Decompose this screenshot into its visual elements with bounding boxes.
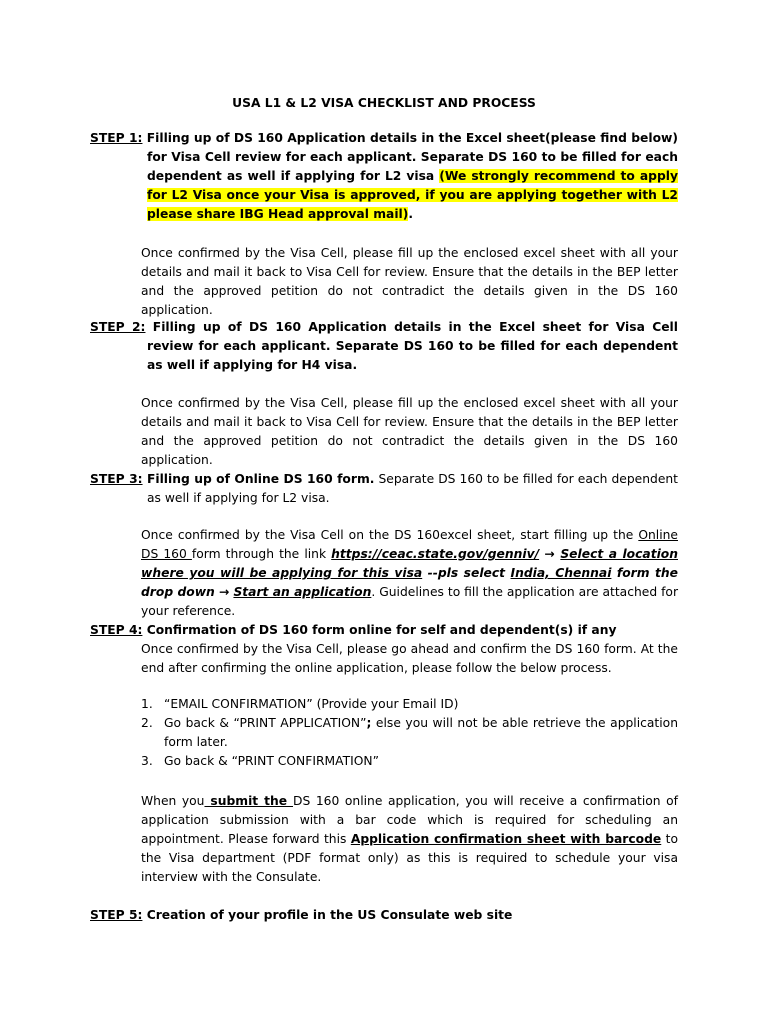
step-4-final-paragraph: When you submit the DS 160 online application, you will receive a confirmation of application submission with a bar code which is required for scheduling an appointment. Please forward this Application confirmation sheet with barcode to the Visa department (PDF format only) as this is required to schedule your visa interview with the Consulate. bbox=[141, 794, 678, 884]
step-4-paragraph: Once confirmed by the Visa Cell, please go ahead and confirm the DS 160 form. At the end after confirming the online application, please follow the below process. bbox=[141, 642, 678, 675]
ceac-url-link[interactable]: https://ceac.state.gov/genniv/ bbox=[331, 547, 540, 561]
step-1-paragraph: Once confirmed by the Visa Cell, please fill up the enclosed excel sheet with all your details and mail it back to Visa Cell for review. Ensure that the details in the BEP letter and the approved petition do not contradict the details given in the DS 160 application. bbox=[141, 246, 678, 317]
step-2-heading: Filling up of DS 160 Application details in the Excel sheet for Visa Cell review for each applicant. Separate DS 160 to be filled for each dependent as well if applying for H4 visa. bbox=[145, 320, 678, 372]
step-2 bbox=[90, 318, 678, 375]
step-4-heading: Confirmation of DS 160 form online for self and dependent(s) if any bbox=[142, 623, 617, 637]
step-2-paragraph: Once confirmed by the Visa Cell, please fill up the enclosed excel sheet with all your details and mail it back to Visa Cell for review. Ensure that the details in the BEP letter and the approved petition do not contradict the details given in the DS 160 application. bbox=[141, 396, 678, 467]
step-1-heading: Filling up of DS 160 Application details in the Excel sheet(please find below) for Visa Cell review for each applicant. Separate DS 160 to be filled for each dependent as well if applying for L2 visa bbox=[142, 131, 679, 183]
step-1-label: STEP 1: bbox=[90, 131, 143, 145]
list-item: 3. Go back & “PRINT CONFIRMATION” bbox=[141, 754, 379, 768]
step-5-label: STEP 5: bbox=[90, 908, 143, 922]
step-1: STEP 1: Filling up of DS 160 Application details in the Excel sheet(please find below) for Visa Cell review for each applicant. Separate DS 160 to be filled for each dependent as well if applying for L2 visa (We strongly recommend to apply for L2 Visa once your Visa is approved, if you are applying together with L2 please share IBG Head approval mail). bbox=[90, 131, 679, 221]
step-4-label: STEP 4: bbox=[90, 623, 143, 637]
confirmation-sheet-text: Application confirmation sheet with barcode bbox=[350, 832, 662, 846]
step-4 bbox=[90, 621, 678, 640]
step-1-highlight: (We strongly recommend to apply for L2 Visa once your Visa is approved, if you are applying together with L2 please share IBG Head approval mail) bbox=[147, 169, 678, 221]
list-item: 2. Go back & “PRINT APPLICATION”; else you will not be able retrieve the application form later. bbox=[141, 716, 678, 749]
online-ds160-link: Online DS 160 bbox=[141, 528, 678, 561]
step-5 bbox=[90, 906, 678, 925]
list-item: 1. “EMAIL CONFIRMATION” (Provide your Email ID) bbox=[141, 697, 459, 711]
step-3-paragraph: Once confirmed by the Visa Cell on the DS 160excel sheet, start filling up the Online DS 160 form through the link https://ceac.state.gov/genniv/ → Select a location where you will be applying for this visa --pls select India, Chennai form the drop down → Start an application. Guidelines to fill the application are attached for your reference. bbox=[141, 528, 678, 618]
arrow-icon: → bbox=[539, 547, 561, 561]
step-3-text: Separate DS 160 to be filled for each dependent as well if applying for L2 visa. bbox=[147, 472, 678, 505]
submit-the-text: submit the bbox=[204, 794, 294, 808]
select-location-text: Select a location where you will be applying for this visa bbox=[141, 547, 678, 580]
step-3-heading: Filling up of Online DS 160 form. bbox=[142, 472, 375, 486]
step-3 bbox=[90, 470, 678, 508]
step-3-label: STEP 3: bbox=[90, 472, 143, 486]
step-2-label: STEP 2: bbox=[90, 320, 146, 334]
document-title: USA L1 & L2 VISA CHECKLIST AND PROCESS bbox=[232, 96, 536, 110]
arrow-icon: → bbox=[219, 585, 230, 599]
step-5-heading: Creation of your profile in the US Consulate web site bbox=[142, 908, 513, 922]
india-chennai-text: India, Chennai bbox=[510, 566, 612, 580]
start-application-text: Start an application bbox=[233, 585, 372, 599]
confirmation-steps-list bbox=[141, 695, 678, 771]
